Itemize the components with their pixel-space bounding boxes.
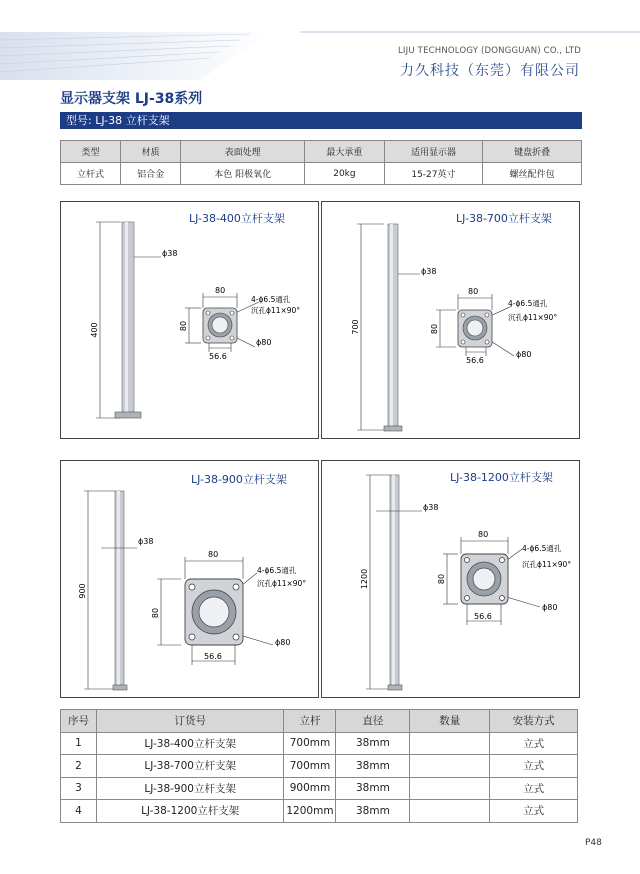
order-cell: LJ-38-900立杆支架 <box>96 777 284 800</box>
dim-side: 80 <box>151 607 160 619</box>
order-cell: LJ-38-400立杆支架 <box>96 732 284 755</box>
table-row <box>61 800 578 823</box>
dim-base: ϕ80 <box>542 603 558 612</box>
dim-height: 400 <box>90 322 99 338</box>
order-cell: 立式 <box>490 755 578 778</box>
note-through-hole: 4-ϕ6.5通孔 <box>257 566 297 575</box>
dim-diameter: ϕ38 <box>421 267 437 276</box>
order-table <box>60 709 578 823</box>
spec-header-cell: 材质 <box>121 141 181 163</box>
table-row <box>61 732 578 755</box>
dim-side: 80 <box>437 573 446 585</box>
dim-hole-spacing: 56.6 <box>466 356 484 365</box>
order-cell: 38mm <box>336 777 410 800</box>
spec-cell: 20kg <box>305 163 384 185</box>
order-cell: 1 <box>61 732 97 755</box>
dim-width: 80 <box>468 287 479 296</box>
dim-base: ϕ80 <box>275 638 291 647</box>
dim-hole-spacing: 56.6 <box>209 352 227 361</box>
note-countersink: 沉孔ϕ11×90° <box>508 313 558 322</box>
dim-width: 80 <box>208 550 219 559</box>
spec-header-cell: 最大承重 <box>305 141 384 163</box>
note-countersink: 沉孔ϕ11×90° <box>251 306 301 315</box>
order-cell: 38mm <box>336 732 410 755</box>
order-cell <box>410 777 490 800</box>
spec-header-cell: 类型 <box>61 141 121 163</box>
drawing-panel-400 <box>60 201 319 439</box>
note-countersink: 沉孔ϕ11×90° <box>522 560 572 569</box>
order-cell: 立式 <box>490 777 578 800</box>
drawing-panel-700 <box>321 201 580 439</box>
drawing-1200 <box>322 461 579 697</box>
page-title: 显示器支架 LJ-38系列 <box>60 91 203 107</box>
model-bar: 型号: LJ-38 立杆支架 <box>60 112 582 129</box>
note-through-hole: 4-ϕ6.5通孔 <box>522 544 562 553</box>
order-cell <box>410 755 490 778</box>
spec-cell: 本色 阳极氧化 <box>181 163 305 185</box>
order-header-cell: 数量 <box>410 710 490 733</box>
panel-title: LJ-38-400立杆支架 <box>189 212 285 225</box>
order-cell <box>410 732 490 755</box>
drawing-400 <box>61 202 318 438</box>
note-through-hole: 4-ϕ6.5通孔 <box>251 295 291 304</box>
order-header-cell: 立杆 <box>284 710 336 733</box>
dim-height: 900 <box>78 583 87 599</box>
order-header-cell: 安装方式 <box>490 710 578 733</box>
dim-diameter: ϕ38 <box>138 537 154 546</box>
spec-cell: 螺丝配件包 <box>483 163 582 185</box>
dim-diameter: ϕ38 <box>162 249 178 258</box>
spec-cell: 15-27英寸 <box>384 163 483 185</box>
panel-title: LJ-38-900立杆支架 <box>191 473 287 486</box>
drawing-panel-1200 <box>321 460 580 698</box>
panel-title: LJ-38-700立杆支架 <box>456 212 552 225</box>
dim-hole-spacing: 56.6 <box>474 612 492 621</box>
spec-cell: 铝合金 <box>121 163 181 185</box>
order-header-row <box>61 710 578 733</box>
order-cell <box>410 800 490 823</box>
dim-width: 80 <box>478 530 489 539</box>
order-cell: 38mm <box>336 755 410 778</box>
dim-base: ϕ80 <box>516 350 532 359</box>
note-through-hole: 4-ϕ6.5通孔 <box>508 299 548 308</box>
dim-diameter: ϕ38 <box>423 503 439 512</box>
spec-row <box>61 163 582 185</box>
drawing-900 <box>61 461 318 697</box>
order-cell: 1200mm <box>284 800 336 823</box>
spec-header-row <box>61 141 582 163</box>
table-row <box>61 777 578 800</box>
dim-hole-spacing: 56.6 <box>204 652 222 661</box>
order-cell: 700mm <box>284 732 336 755</box>
order-cell: 900mm <box>284 777 336 800</box>
spec-header-cell: 键盘折叠 <box>483 141 582 163</box>
company-name-en: LIJU TECHNOLOGY (DONGGUAN) CO., LTD <box>398 46 581 56</box>
order-cell: 4 <box>61 800 97 823</box>
order-cell: LJ-38-700立杆支架 <box>96 755 284 778</box>
page-number: P48 <box>585 838 602 848</box>
dim-side: 80 <box>430 323 439 335</box>
order-cell: 38mm <box>336 800 410 823</box>
dim-width: 80 <box>215 286 226 295</box>
dim-base: ϕ80 <box>256 338 272 347</box>
order-cell: LJ-38-1200立杆支架 <box>96 800 284 823</box>
order-cell: 2 <box>61 755 97 778</box>
spec-header-cell: 适用显示器 <box>384 141 483 163</box>
order-cell: 立式 <box>490 732 578 755</box>
company-name-cn: 力久科技（东莞）有限公司 <box>400 63 580 79</box>
panel-title: LJ-38-1200立杆支架 <box>450 471 553 484</box>
spec-header-cell: 表面处理 <box>181 141 305 163</box>
order-header-cell: 序号 <box>61 710 97 733</box>
order-cell: 立式 <box>490 800 578 823</box>
order-header-cell: 直径 <box>336 710 410 733</box>
dim-side: 80 <box>179 320 188 332</box>
spec-table <box>60 140 582 185</box>
spec-cell: 立杆式 <box>61 163 121 185</box>
order-cell: 3 <box>61 777 97 800</box>
table-row <box>61 755 578 778</box>
order-cell: 700mm <box>284 755 336 778</box>
drawing-700 <box>322 202 579 438</box>
drawing-panel-900 <box>60 460 319 698</box>
order-header-cell: 订货号 <box>96 710 284 733</box>
dim-height: 700 <box>351 319 360 335</box>
note-countersink: 沉孔ϕ11×90° <box>257 579 307 588</box>
dim-height: 1200 <box>360 568 369 590</box>
